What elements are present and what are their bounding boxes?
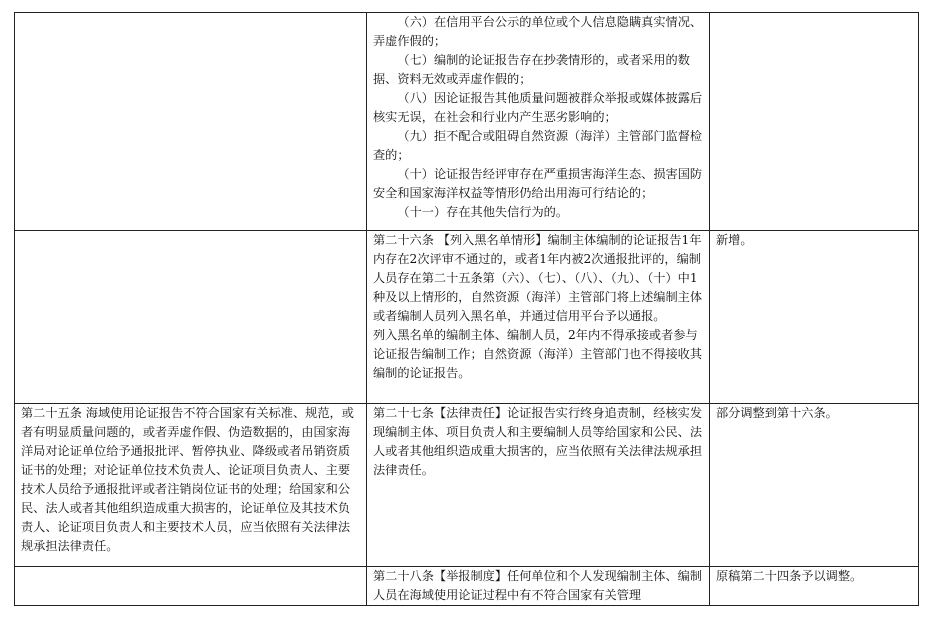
table-row (15, 231, 919, 404)
old-text-cell (15, 567, 367, 606)
new-text-item: （七）编制的论证报告存在抄袭情形的，或者采用的数据、资料无效或弄虚作假的； (373, 53, 690, 86)
table-row (15, 404, 919, 567)
note-cell (710, 231, 919, 404)
new-text-item: 第二十六条 【列入黑名单情形】编制主体编制的论证报告1年内存在2次评审不通过的，或者1年内被2次通报批评的，编制人员存在第二十五条第（六）、（七）、（八）、（九）、（十）中1种及以上情形的，自然资源（海洋）主管部门将上述编制主体或者编制人员列入黑名单，并通过信用平台予以通报。 (373, 233, 703, 323)
new-text-item: 第二十八条【举报制度】任何单位和个人发现编制主体、编制人员在海域使用论证过程中有不符合国家有关管理 (373, 569, 703, 602)
old-text-cell (15, 13, 367, 231)
table-row (15, 13, 919, 231)
new-text-cell (367, 567, 710, 606)
old-text-cell (15, 231, 367, 404)
new-text-item: （九）拒不配合或阻碍自然资源（海洋）主管部门监督检查的； (373, 129, 703, 162)
note-cell (710, 567, 919, 606)
new-text-item: 第二十七条【法律责任】论证报告实行终身追责制，经核实发现编制主体、项目负责人和主要编制人员等给国家和公民、法人或者其他组织造成重大损害的，应当依照有关法律法规承担法律责任。 (373, 406, 703, 477)
new-text-item: 列入黑名单的编制主体、编制人员，2年内不得承接或者参与论证报告编制工作；自然资源（海洋）主管部门也不得接收其编制的论证报告。 (373, 328, 703, 380)
note-cell (710, 404, 919, 567)
new-text-item: （十一）存在其他失信行为的。 (397, 205, 569, 219)
note-cell (710, 13, 919, 231)
new-text-cell (367, 13, 710, 231)
note-text: 原稿第二十四条予以调整。 (716, 569, 863, 583)
new-text-cell (367, 231, 710, 404)
note-text: 部分调整到第十六条。 (716, 406, 838, 420)
comparison-table (14, 12, 919, 606)
new-text-cell (367, 404, 710, 567)
new-text-item: （十）论证报告经评审存在严重损害海洋生态、损害国防安全和国家海洋权益等情形仍给出用海可行结论的； (373, 167, 703, 200)
table-row (15, 567, 919, 606)
old-text: 第二十五条 海域使用论证报告不符合国家有关标准、规范，或者有明显质量问题的，或者弄虚作假、伪造数据的，由国家海洋局对论证单位给予通报批评、暂停执业、降级或者吊销资质证书的处理；对论证单位技术负责人、论证项目负责人、主要技术人员给予通报批评或者注销岗位证书的处理；给国家和公民、法人或者其他组织造成重大损害的，论证单位及其技术负责人、论证项目负责人和主要技术人员，应当依照有关法律法规承担法律责任。 (21, 406, 354, 553)
note-text: 新增。 (716, 233, 753, 247)
new-text-item: （六）在信用平台公示的单位或个人信息隐瞒真实情况、弄虚作假的； (373, 15, 703, 48)
new-text-item: （八）因论证报告其他质量问题被群众举报或媒体披露后核实无误，在社会和行业内产生恶劣影响的； (373, 91, 703, 124)
old-text-cell (15, 404, 367, 567)
